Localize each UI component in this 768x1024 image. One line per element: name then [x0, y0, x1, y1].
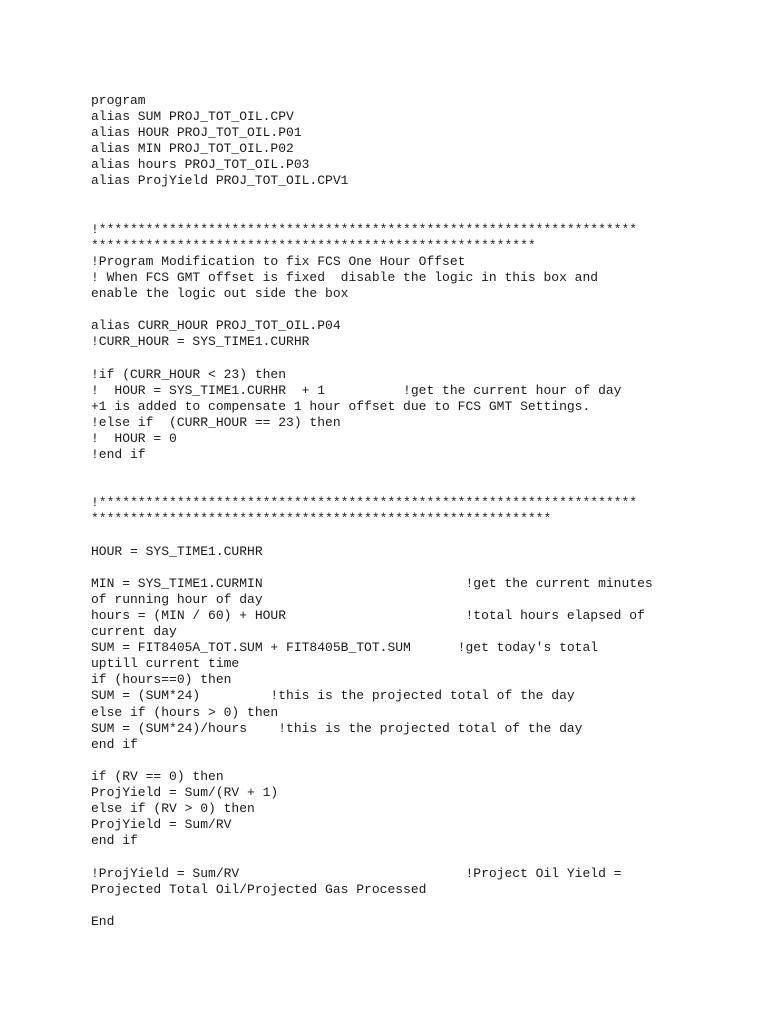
code-line: if (RV == 0) then: [91, 768, 224, 784]
code-line: of running hour of day: [91, 591, 263, 607]
code-line: !else if (CURR_HOUR == 23) then: [91, 414, 341, 430]
code-line: +1 is added to compensate 1 hour offset due to FCS GMT Settings.: [91, 398, 591, 414]
code-line: [91, 849, 751, 865]
code-line: alias SUM PROJ_TOT_OIL.CPV: [91, 109, 294, 125]
code-line: else if (hours > 0) then: [91, 704, 279, 720]
code-line: alias CURR_HOUR PROJ_TOT_OIL.P04: [91, 318, 341, 334]
code-line: [91, 463, 751, 479]
code-line: [91, 560, 751, 576]
code-line: ! When FCS GMT offset is fixed disable the logic in this box and: [91, 270, 599, 286]
code-line: ProjYield = Sum/RV: [91, 817, 232, 833]
code-line: alias HOUR PROJ_TOT_OIL.P01: [91, 125, 302, 141]
code-line: !CURR_HOUR = SYS_TIME1.CURHR: [91, 334, 310, 350]
code-line: alias hours PROJ_TOT_OIL.P03: [91, 157, 310, 173]
code-line: *********************************************************: [91, 237, 536, 253]
code-listing: [91, 93, 751, 930]
code-line: !if (CURR_HOUR < 23) then: [91, 366, 287, 382]
code-line: SUM = (SUM*24)/hours !this is the projected total of the day: [91, 720, 583, 736]
code-line: Projected Total Oil/Projected Gas Processed: [91, 881, 427, 897]
code-line: ! HOUR = SYS_TIME1.CURHR + 1 !get the current hour of day: [91, 382, 622, 398]
code-line: !Program Modification to fix FCS One Hour Offset: [91, 253, 466, 269]
code-line: [91, 528, 751, 544]
code-line: End: [91, 913, 115, 929]
code-line: else if (RV > 0) then: [91, 801, 255, 817]
code-line: ProjYield = Sum/(RV + 1): [91, 785, 279, 801]
code-line: [91, 753, 751, 769]
code-line: ***********************************************************: [91, 511, 552, 527]
code-line: if (hours==0) then: [91, 672, 232, 688]
code-line: [91, 351, 751, 367]
code-line: [91, 206, 751, 222]
code-line: [91, 190, 751, 206]
code-line: [91, 302, 751, 318]
code-line: [91, 479, 751, 495]
code-line: !*********************************************************************: [91, 495, 638, 511]
code-line: end if: [91, 736, 138, 752]
code-line: !end if: [91, 447, 146, 463]
code-line: ! HOUR = 0: [91, 430, 177, 446]
code-line: end if: [91, 833, 138, 849]
code-line: [91, 898, 751, 914]
code-line: HOUR = SYS_TIME1.CURHR: [91, 543, 263, 559]
code-line: alias MIN PROJ_TOT_OIL.P02: [91, 141, 294, 157]
code-line: uptill current time: [91, 656, 240, 672]
code-line: hours = (MIN / 60) + HOUR !total hours elapsed of: [91, 608, 645, 623]
code-line: SUM = (SUM*24) !this is the projected total of the day: [91, 688, 575, 704]
code-line: SUM = FIT8405A_TOT.SUM + FIT8405B_TOT.SUM !get today's total: [91, 640, 599, 656]
code-line: MIN = SYS_TIME1.CURMIN !get the current minutes: [91, 575, 653, 591]
code-line: !*********************************************************************: [91, 221, 638, 237]
code-line: program: [91, 93, 146, 108]
code-line: enable the logic out side the box: [91, 286, 349, 302]
code-line: alias ProjYield PROJ_TOT_OIL.CPV1: [91, 173, 349, 189]
code-line: current day: [91, 624, 177, 640]
code-line: !ProjYield = Sum/RV !Project Oil Yield =: [91, 865, 622, 881]
